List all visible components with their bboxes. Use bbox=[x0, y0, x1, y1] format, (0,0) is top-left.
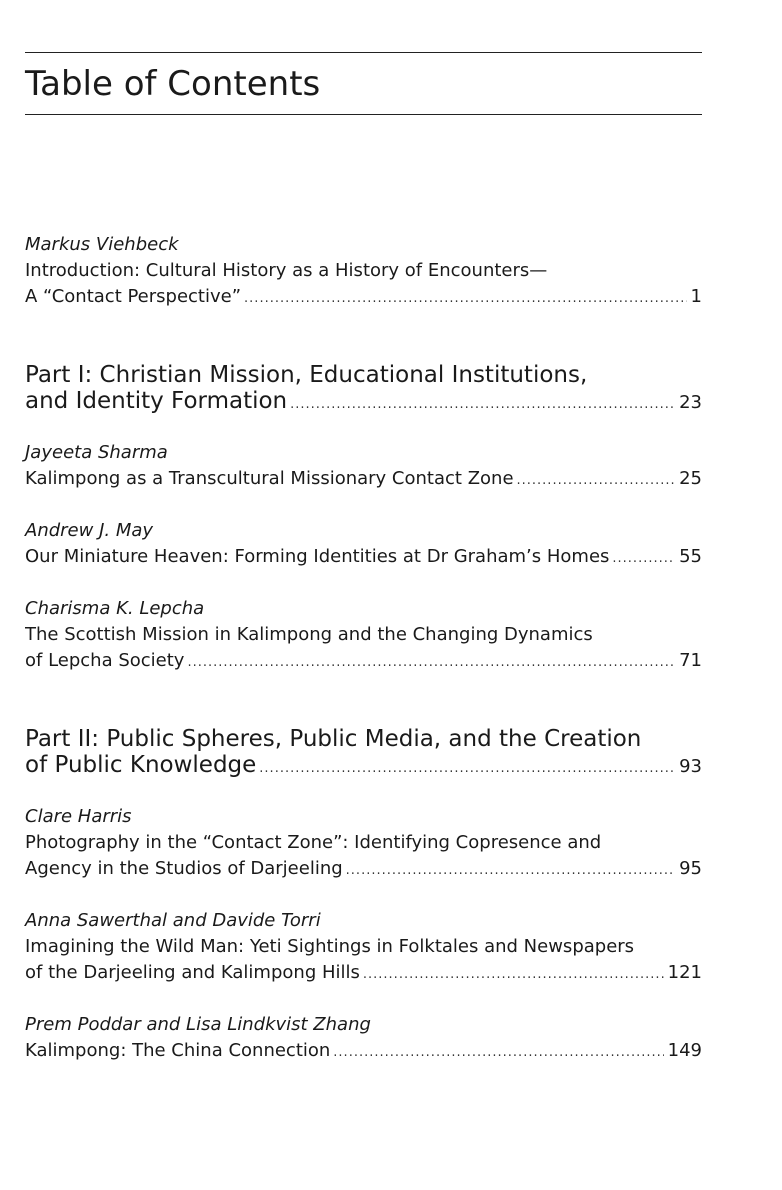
bottom-rule bbox=[25, 114, 702, 115]
entry-title-line: The Scottish Mission in Kalimpong and the Changing Dynamics bbox=[25, 624, 593, 645]
entry-title-last-line bbox=[25, 960, 702, 986]
toc-entry[interactable] bbox=[25, 1012, 702, 1064]
part-title-text: and Identity Formation bbox=[25, 388, 288, 414]
toc-part[interactable] bbox=[25, 362, 702, 414]
entry-author: Charisma K. Lepcha bbox=[25, 598, 205, 619]
entry-author: Clare Harris bbox=[25, 806, 132, 827]
entry-author: Jayeeta Sharma bbox=[25, 442, 168, 463]
toc-entries bbox=[25, 232, 702, 1064]
toc-entry[interactable] bbox=[25, 804, 702, 882]
entry-title-text: of the Darjeeling and Kalimpong Hills bbox=[25, 962, 360, 983]
dot-leader bbox=[517, 468, 676, 494]
entry-title-last-line bbox=[25, 544, 702, 570]
toc-entry[interactable] bbox=[25, 518, 702, 570]
entry-page-number: 95 bbox=[679, 858, 702, 879]
toc-entry[interactable] bbox=[25, 596, 702, 674]
toc-entry[interactable] bbox=[25, 232, 702, 310]
page-title: Table of Contents bbox=[25, 64, 321, 104]
entry-title-text: A “Contact Perspective” bbox=[25, 286, 242, 307]
dot-leader bbox=[290, 392, 675, 418]
entry-title-line: Introduction: Cultural History as a History of Encounters— bbox=[25, 260, 548, 281]
entry-title-text: Kalimpong: The China Connection bbox=[25, 1040, 331, 1061]
dot-leader bbox=[346, 858, 675, 884]
toc-entry[interactable] bbox=[25, 440, 702, 492]
toc-part[interactable] bbox=[25, 726, 702, 778]
entry-title-last-line bbox=[25, 284, 702, 310]
part-title-last-line bbox=[25, 388, 702, 414]
entry-page-number: 71 bbox=[679, 650, 702, 671]
entry-author: Andrew J. May bbox=[25, 520, 154, 541]
entry-title-line: Photography in the “Contact Zone”: Identifying Copresence and bbox=[25, 832, 602, 853]
part-title-line: Part II: Public Spheres, Public Media, and the Creation bbox=[25, 726, 642, 752]
dot-leader bbox=[259, 756, 675, 782]
entry-page-number: 25 bbox=[679, 468, 702, 489]
entry-title-text: of Lepcha Society bbox=[25, 650, 185, 671]
part-title-line: Part I: Christian Mission, Educational Institutions, bbox=[25, 362, 588, 388]
entry-title-last-line bbox=[25, 1038, 702, 1064]
part-page-number: 93 bbox=[679, 756, 702, 777]
entry-title-text: Kalimpong as a Transcultural Missionary Contact Zone bbox=[25, 468, 514, 489]
dot-leader bbox=[333, 1040, 663, 1066]
entry-title-text: Agency in the Studios of Darjeeling bbox=[25, 858, 343, 879]
entry-title-text: Our Miniature Heaven: Forming Identities at Dr Graham’s Homes bbox=[25, 546, 610, 567]
toc-entry[interactable] bbox=[25, 908, 702, 986]
dot-leader bbox=[363, 962, 664, 988]
part-title-last-line bbox=[25, 752, 702, 778]
entry-page-number: 149 bbox=[667, 1040, 702, 1061]
entry-title-last-line bbox=[25, 856, 702, 882]
entry-title-last-line bbox=[25, 648, 702, 674]
entry-page-number: 1 bbox=[690, 286, 702, 307]
entry-page-number: 55 bbox=[679, 546, 702, 567]
entry-author: Markus Viehbeck bbox=[25, 234, 179, 255]
dot-leader bbox=[187, 650, 675, 676]
entry-author: Prem Poddar and Lisa Lindkvist Zhang bbox=[25, 1014, 371, 1035]
entry-title-last-line bbox=[25, 466, 702, 492]
dot-leader bbox=[612, 546, 675, 572]
top-rule bbox=[25, 52, 702, 53]
entry-title-line: Imagining the Wild Man: Yeti Sightings in Folktales and Newspapers bbox=[25, 936, 635, 957]
part-page-number: 23 bbox=[679, 392, 702, 413]
entry-author: Anna Sawerthal and Davide Torri bbox=[25, 910, 321, 931]
part-title-text: of Public Knowledge bbox=[25, 752, 257, 778]
dot-leader bbox=[244, 286, 687, 312]
entry-page-number: 121 bbox=[667, 962, 702, 983]
